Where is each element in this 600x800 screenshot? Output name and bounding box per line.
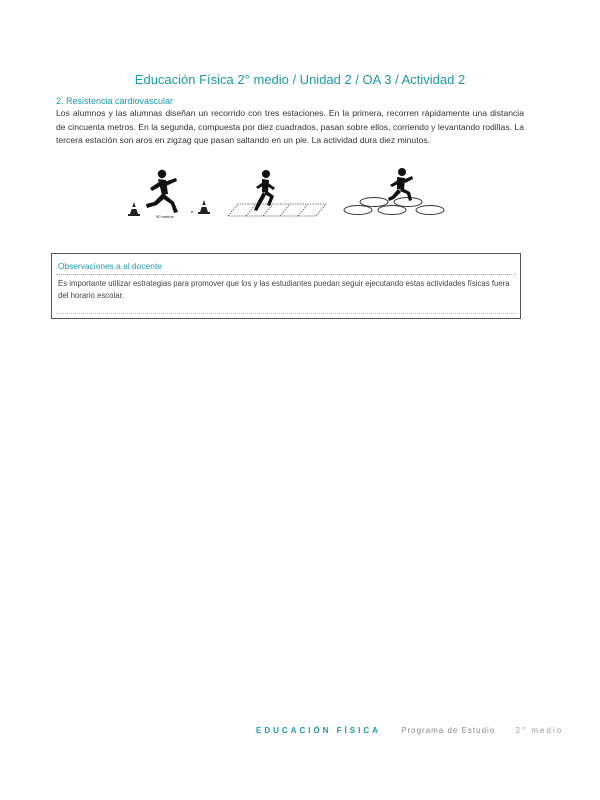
activity-description: Los alumnos y las alumnas diseñan un recorrido con tres estaciones. En la primera, recorren rápidamente una distancia de cincuenta metros. En la segunda, compuesta por diez cuadrados, pasan sobre ellos, corriendo y levantando rodillas. La tercera estación son aros en zigzag que pasan saltando en un pie. La actividad dura diez minutos. [56,108,524,146]
page-title: Educación Física 2° medio / Unidad 2 / OA 3 / Actividad 2 [134,72,466,87]
notes-title: Observaciones a al docente [58,261,162,271]
divider [56,274,516,275]
page-footer [256,726,563,735]
divider [56,313,516,314]
footer-program: Programa de Estudio [401,726,496,735]
section-heading: 2. Resistencia cardiovascular [56,96,174,106]
notes-text: Es importante utilizar estrategias para promover que los y las estudiantes puedan seguir ejecutando estas actividades físicas fuera del horario escolar. [58,279,510,300]
jumper-figure [388,168,413,201]
hoops [344,198,444,215]
cone-icon [128,202,140,216]
distance-label: 50 metros [156,214,174,219]
footer-subject: EDUCACIÓN FÍSICA [256,726,381,735]
footer-level: 2° medio [515,726,564,735]
cone-icon [198,200,210,214]
sprinter-figure [146,170,178,213]
circuit-illustration [120,168,460,228]
runner-figure [254,170,275,211]
teacher-notes-box [51,253,521,319]
ladder-squares [228,204,326,216]
